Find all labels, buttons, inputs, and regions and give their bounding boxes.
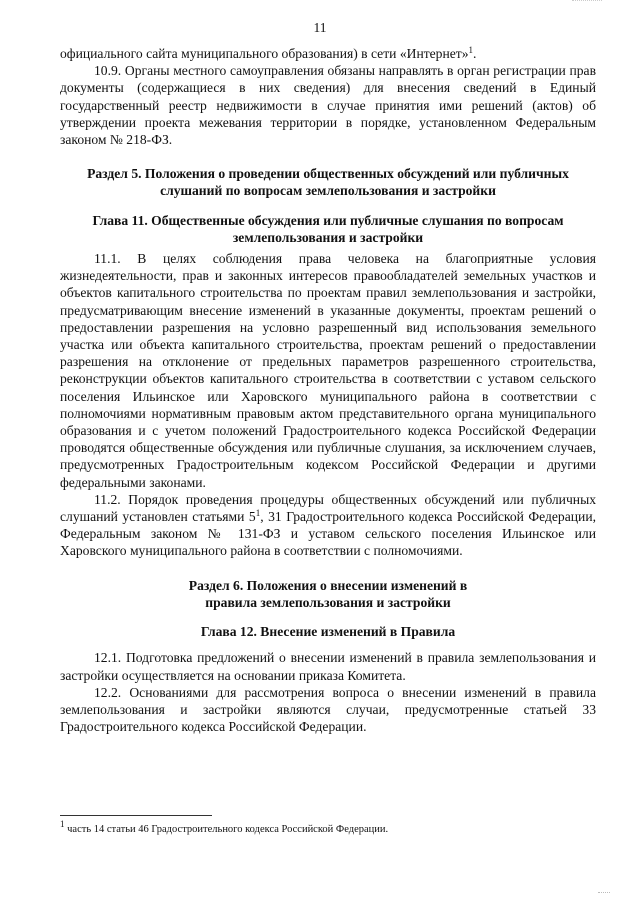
chapter-11-heading bbox=[60, 212, 596, 246]
paragraph-12-1: 12.1. Подготовка предложений о внесении изменений в правила землепользования и застройки осуществляется на основании приказа Комитета. bbox=[60, 650, 596, 683]
scan-mark-bottom bbox=[598, 892, 610, 895]
section-6-heading bbox=[60, 577, 596, 611]
section-6-line2: правила землепользования и застройки bbox=[205, 594, 451, 610]
footnote-text: часть 14 статьи 46 Градостроительного кодекса Российской Федерации. bbox=[64, 824, 389, 835]
chapter-12-heading: Глава 12. Внесение изменений в Правила bbox=[200, 624, 456, 640]
footnote bbox=[60, 819, 596, 836]
footnote-marker: 1 bbox=[60, 819, 65, 829]
article-superscript: 1 bbox=[255, 508, 261, 519]
section-5-heading bbox=[60, 165, 596, 199]
section-6-line1: Раздел 6. Положения о внесении изменений в bbox=[188, 577, 468, 593]
section-5-line1: Раздел 5. Положения о проведении общественных обсуждений или публичных bbox=[87, 166, 569, 182]
para-11-2-before: 11.2. Порядок проведения процедуры общественных обсуждений или публичных слушаний установлен статьями 5 bbox=[60, 491, 596, 525]
paragraph-12-2: 12.2. Основаниями для рассмотрения вопроса о внесении изменений в правила землепользования и застройки являются случаи, предусмотренные статьей 33 Градостроительного кодекса Российской Федерации. bbox=[60, 684, 596, 735]
paragraph-11-2 bbox=[60, 491, 596, 560]
intro-text: официального сайта муниципального образования) в сети «Интернет» bbox=[60, 46, 469, 61]
chapter-11-line2: землепользования и застройки bbox=[232, 229, 424, 245]
section-5-line2: слушаний по вопросам землепользования и застройки bbox=[160, 183, 496, 199]
intro-tail: . bbox=[473, 46, 477, 61]
page-body bbox=[60, 45, 596, 735]
paragraph-11-1: 11.1. В целях соблюдения права человека на благоприятные условия жизнедеятельности, прав и законных интересов правообладателей земельных участков и объектов капитального строительства по проектам правил землепользования и застройки, предусматривающим внесение изменений в указанные документы, проектам решений о предоставлении разрешения на условно разрешенный вид использования земельного участка или объекта капитального строительства, проектам решений о предоставлении разрешения на отклонение от предельных параметров разрешенного строительства, реконструкции объектов капитального строительства в соответствии с уставом сельского поселения Ильинское или Харовского муниципального района в соответствии с полномочиями нормативным правовым актом представительного органа муниципального образования и с учетом положений Градостроительного кодекса Российской Федерации проводятся общественные обсуждения или публичные слушания, за исключением случаев, предусмотренных Градостроительным кодексом Российской Федерации и другими федеральными законами. bbox=[60, 251, 596, 490]
intro-paragraph bbox=[60, 45, 596, 62]
page-number: 11 bbox=[313, 20, 327, 35]
footnote-divider bbox=[60, 815, 212, 816]
paragraph-10-9: 10.9. Органы местного самоуправления обязаны направлять в орган регистрации прав документы (содержащиеся в них сведения) для внесения сведений в Единый государственный реестр недвижимости в случае принятия ими решений (актов) об утверждении проекта межевания территории в порядке, установленном Федеральным законом № 218-ФЗ. bbox=[60, 63, 596, 148]
footnote-ref: 1 bbox=[468, 45, 474, 55]
scan-mark-top bbox=[572, 0, 602, 3]
para-11-2-after: , 31 Градостроительного кодекса Российской Федерации, Федеральным законом № 131-ФЗ и уставом сельского поселения Ильинское или Харовского муниципального района в соответствии с полномочиями. bbox=[60, 509, 596, 559]
chapter-11-line1: Глава 11. Общественные обсуждения или публичные слушания по вопросам bbox=[92, 212, 564, 228]
